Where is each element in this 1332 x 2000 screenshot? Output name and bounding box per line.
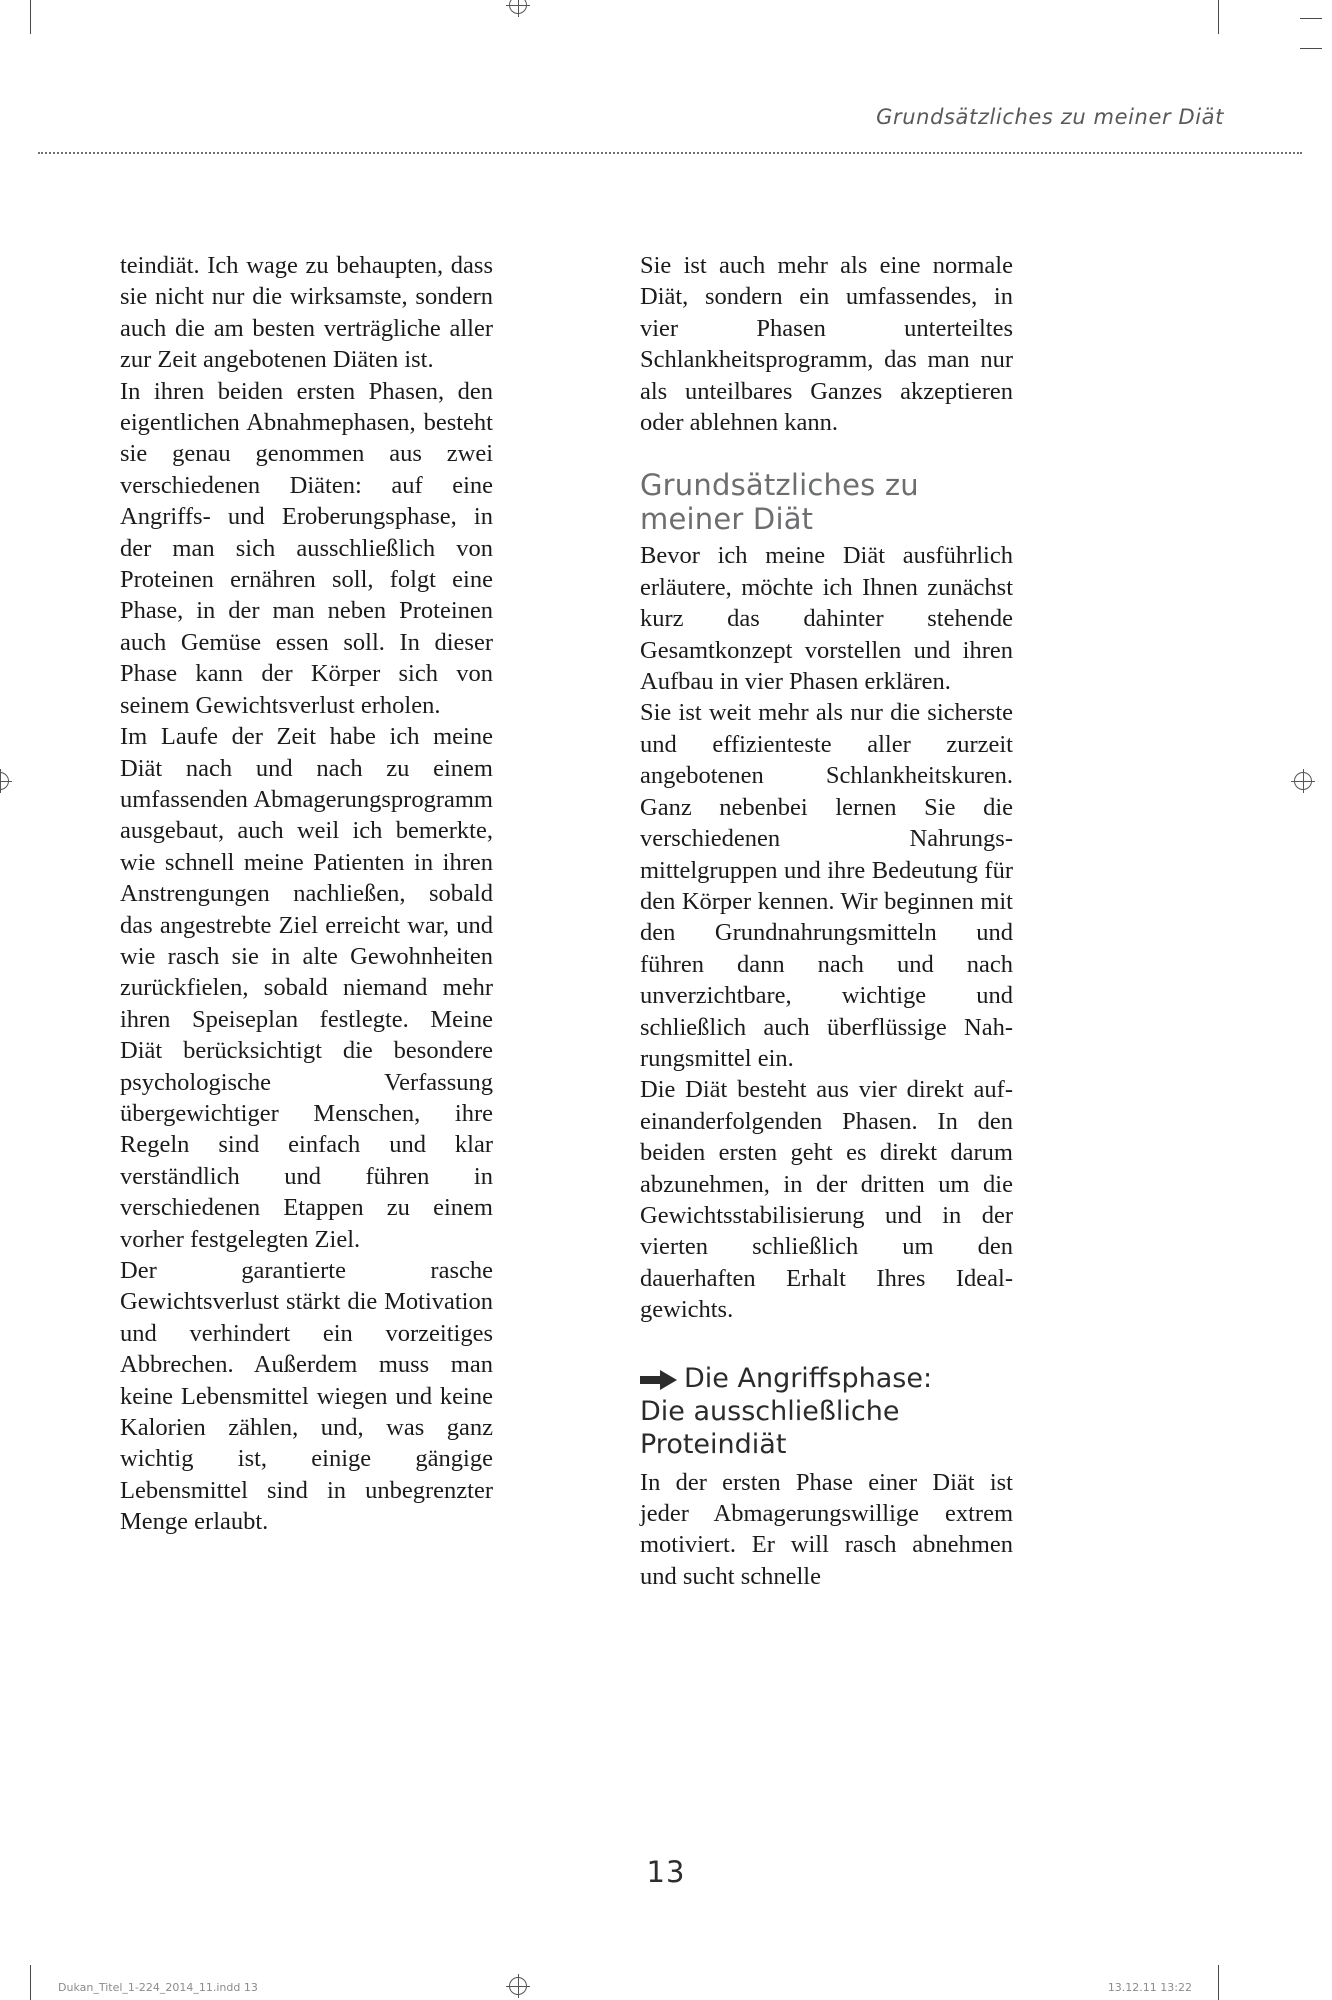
crop-mark-top-left [30,0,31,34]
paragraph: Der garantierte rasche Gewichtsverlust stärkt die Motivation und verhindert ein vorzeitiges Abbrechen. Außerdem muss man keine Lebensmittel wiegen und keine Kalorien zählen, und, was ganz wichtig ist, einige gängige Lebensmittel sind in unbegrenzter Menge erlaubt. [120,1257,493,1536]
running-head: Grundsätzliches zu meiner Diät [876,105,1224,129]
paragraph: teindiät. Ich wage zu behaupten, dass sie nicht nur die wirksamste, sondern auch die am besten verträgliche aller zur Zeit angebotenen Diäten ist. [120,252,493,374]
paragraph: Sie ist auch mehr als eine normale Diät, sondern ein umfassendes, in vier Phasen unterteiltes Schlankheitsprogramm, das man nur als unteilbares Ganzes akzeptieren oder ablehnen kann. [640,252,1013,437]
section-heading: Grundsätzliches zu meiner Diät [640,468,919,537]
two-column-body [120,250,1182,1592]
crop-mark-right-lower [1300,48,1322,49]
crop-mark-top-right [1218,0,1219,34]
print-slug-right: 13.12.11 13:22 [1107,1981,1192,1994]
registration-mark-left [0,772,9,790]
registration-mark-bottom [509,1977,527,1995]
right-column [640,250,1013,1592]
arrow-right-icon [640,1366,678,1388]
paragraph: Die Diät besteht aus vier direkt aufeinanderfolgenden Phasen. In den beiden ersten geht es direkt darum abzunehmen, in der dritten um die Gewichtsstabilisierung und in der vierten schließlich um den dauerhaften Erhalt Ihres Idealgewichts. [640,1076,1013,1324]
left-column [120,250,493,1592]
paragraph: In ihren beiden ersten Phasen, den eigentlichen Abnahmephasen, besteht sie genau genommen aus zwei verschiedenen Diäten: auf eine Angriffs- und Eroberungsphase, in der man sich ausschließlich von Proteinen ernähren soll, folgt eine Phase, in der man neben Proteinen auch Gemüse essen soll. In dieser Phase kann der Körper sich von seinem Gewichtsverlust erholen. [120,377,493,719]
crop-mark-bottom-left [30,1965,31,2000]
header-divider [38,152,1302,156]
paragraph: Im Laufe der Zeit habe ich meine Diät nach und nach zu einem umfassenden Abmagerungsprogramm ausgebaut, auch weil ich bemerkte, wie schnell meine Patienten in ihren Anstrengungen nachließen, sobald das angestrebte Ziel erreicht war, und wie rasch sie in alte Gewohnheiten zurückfielen, sobald niemand mehr ihren Speiseplan festlegte. Meine Diät berücksichtigt die besondere psychologische Verfassung übergewichtiger Menschen, ihre Regeln sind einfach und klar verständlich und führen in verschiedenen Etappen zu einem vorher festgelegten Ziel. [120,723,493,1253]
subsection-heading-line1: Die Angriffsphase: [684,1362,933,1394]
print-slug-left: Dukan_Titel_1-224_2014_11.indd 13 [58,1981,258,1994]
page-number: 13 [646,1855,686,1889]
registration-mark-top [509,0,527,14]
paragraph: Sie ist weit mehr als nur die sicherste und effizienteste aller zurzeit angebotenen Schlankheitskuren. Ganz nebenbei lernen Sie die verschiedenen Nahrungsmittelgruppen und ihre Bedeutung für den Körper kennen. Wir beginnen mit den Grundnahrungsmitteln und führen dann nach und nach unverzichtbare, wichtige und schließlich auch überflüssige Nahrungsmittel ein. [640,699,1013,1072]
subsection-heading [640,1362,1013,1461]
paragraph: Bevor ich meine Diät ausführlich erläutere, möchte ich Ihnen zunächst kurz das dahinter stehende Gesamtkonzept vorstellen und ihren Aufbau in vier Phasen erklären. [640,542,1013,696]
crop-mark-bottom-right [1218,1965,1219,2000]
crop-mark-right-upper [1300,18,1322,19]
paragraph: In der ersten Phase einer Diät ist jeder Abmagerungswillige extrem motiviert. Er will rasch abnehmen und sucht schnelle [640,1468,1013,1590]
registration-mark-right [1294,772,1312,790]
subsection-heading-line2: Die ausschließliche Proteindiät [640,1395,900,1460]
